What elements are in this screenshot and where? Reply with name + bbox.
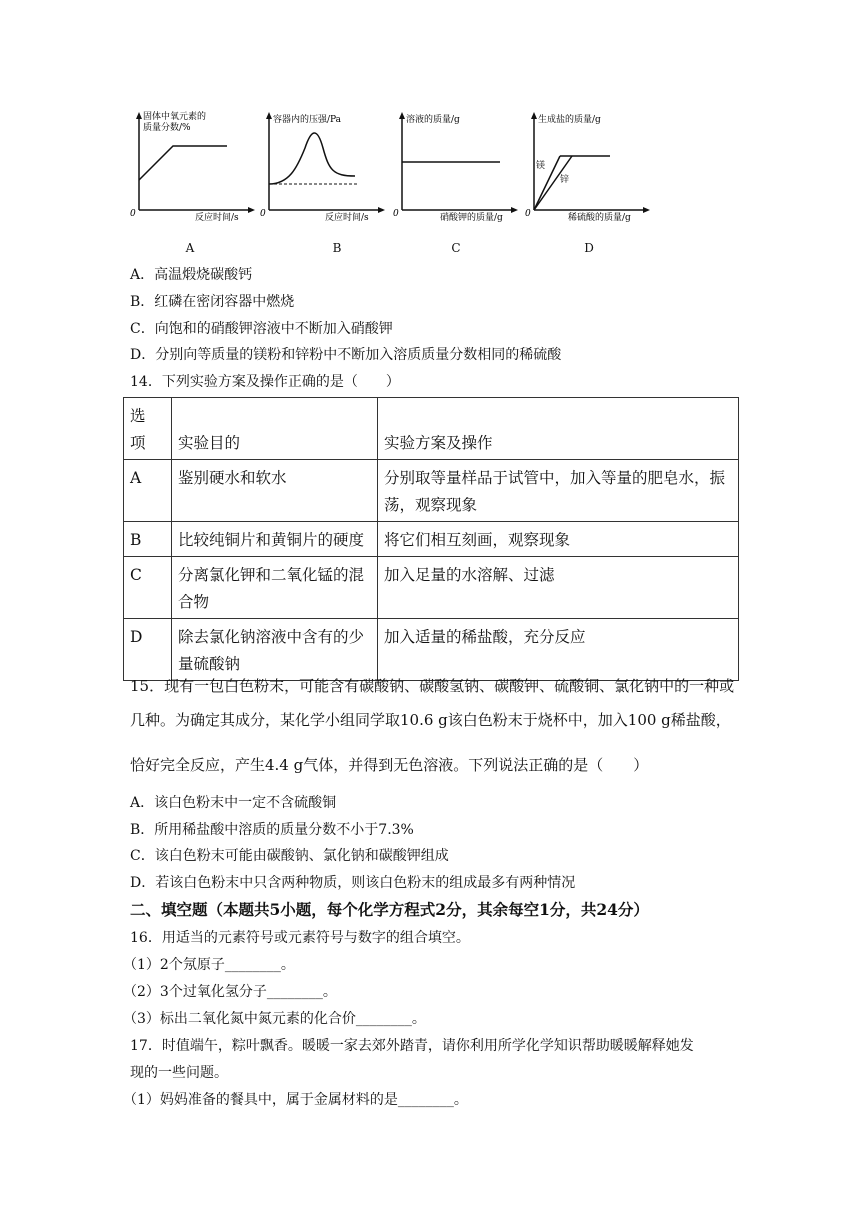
graph-a-ylabel-2: 质量分数/% <box>143 123 191 133</box>
row-purpose: 比较纯铜片和黄铜片的硬度 <box>172 522 378 557</box>
row-method: 将它们相互刻画，观察现象 <box>378 522 739 557</box>
q16-stem: 16．用适当的元素符号或元素符号与数字的组合填空。 <box>130 930 470 946</box>
graph-d-origin: 0 <box>525 209 531 219</box>
header-method: 实验方案及操作 <box>378 398 739 460</box>
graph-a <box>115 108 265 226</box>
graph-b-caption: B <box>332 241 342 255</box>
graph-a-origin: 0 <box>130 209 136 219</box>
graph-d-caption: D <box>584 241 594 255</box>
graph-b-ylabel: 容器内的压强/Pa <box>273 115 342 125</box>
q17-item-1: （1）妈妈准备的餐具中，属于金属材料的是________。 <box>123 1092 468 1108</box>
q16-item-1: （1）2个氖原子________。 <box>123 957 295 973</box>
q14-stem: 14．下列实验方案及操作正确的是（ ） <box>130 374 400 390</box>
graph-a-xlabel: 反应时间/s <box>195 213 239 223</box>
graph-d-curve-zn: 锌 <box>560 175 570 185</box>
q16-item-2: （2）3个过氧化氢分子________。 <box>123 984 337 1000</box>
q15-option-a: A．该白色粉末中一定不含硫酸铜 <box>130 795 337 811</box>
q13-option-d: D．分别向等质量的镁粉和锌粉中不断加入溶质质量分数相同的稀硫酸 <box>130 347 562 363</box>
table-row <box>124 522 739 557</box>
q16-item-3: （3）标出二氧化氮中氮元素的化合价________。 <box>123 1011 426 1027</box>
q15-stem-line3: 恰好完全反应，产生4.4 g气体，并得到无色溶液。下列说法正确的是（ ） <box>130 756 649 774</box>
graph-d-xlabel: 稀硫酸的质量/g <box>568 213 631 223</box>
table-row <box>124 460 739 522</box>
q17-stem-line1: 17．时值端午，粽叶飘香。暖暖一家去郊外踏青，请你利用所学化学知识帮助暖暖解释她发 <box>130 1038 694 1054</box>
header-option <box>124 398 172 460</box>
header-option-line1: 选 <box>130 407 146 425</box>
q15-stem-line2: 几种。为确定其成分，某化学小组同学取10.6 g该白色粉末于烧杯中，加入100 g稀盐酸， <box>130 711 731 729</box>
q17-stem-line2: 现的一些问题。 <box>130 1065 228 1081</box>
header-option-line2: 项 <box>130 434 146 452</box>
row-method: 分别取等量样品于试管中，加入等量的肥皂水，振荡，观察现象 <box>378 460 739 522</box>
q15-stem-line1: 15．现有一包白色粉末，可能含有碳酸钠、碳酸氢钠、碳酸钾、硫酸铜、氯化钠中的一种或 <box>130 677 735 695</box>
graph-b-origin: 0 <box>260 209 266 219</box>
q15-option-c: C．该白色粉末可能由碳酸钠、氯化钠和碳酸钾组成 <box>130 848 449 864</box>
q14-table <box>123 397 739 681</box>
table-row <box>124 557 739 619</box>
q13-option-b: B．红磷在密闭容器中燃烧 <box>130 294 295 310</box>
graph-c-caption: C <box>451 241 461 255</box>
row-option: A <box>124 460 172 522</box>
row-method: 加入适量的稀盐酸，充分反应 <box>378 619 739 681</box>
q13-option-c: C．向饱和的硝酸钾溶液中不断加入硝酸钾 <box>130 321 393 337</box>
section-2-title: 二、填空题（本题共5小题，每个化学方程式2分，其余每空1分，共24分） <box>130 900 649 919</box>
graph-c-ylabel: 溶液的质量/g <box>406 115 460 125</box>
graph-d-curve-mg: 镁 <box>536 161 546 171</box>
header-purpose: 实验目的 <box>172 398 378 460</box>
graph-a-ylabel-1: 固体中氧元素的 <box>143 112 207 122</box>
table-header-row <box>124 398 739 460</box>
graph-d <box>510 108 660 226</box>
graph-c-origin: 0 <box>393 209 399 219</box>
q15-option-d: D．若该白色粉末中只含两种物质，则该白色粉末的组成最多有两种情况 <box>130 875 576 891</box>
row-option: C <box>124 557 172 619</box>
graph-c-xlabel: 硝酸钾的质量/g <box>440 213 503 223</box>
row-purpose: 鉴别硬水和软水 <box>172 460 378 522</box>
row-purpose: 除去氯化钠溶液中含有的少量硫酸钠 <box>172 619 378 681</box>
row-option: B <box>124 522 172 557</box>
row-option: D <box>124 619 172 681</box>
q15-option-b: B．所用稀盐酸中溶质的质量分数不小于7.3% <box>130 822 414 838</box>
graph-c <box>378 108 528 226</box>
row-purpose: 分离氯化钾和二氧化锰的混合物 <box>172 557 378 619</box>
table-row <box>124 619 739 681</box>
graph-b-xlabel: 反应时间/s <box>325 213 369 223</box>
graph-a-caption: A <box>185 241 195 255</box>
q13-option-a: A．高温煅烧碳酸钙 <box>130 267 253 283</box>
graph-b <box>245 108 395 226</box>
graph-d-ylabel: 生成盐的质量/g <box>538 115 601 125</box>
row-method: 加入足量的水溶解、过滤 <box>378 557 739 619</box>
